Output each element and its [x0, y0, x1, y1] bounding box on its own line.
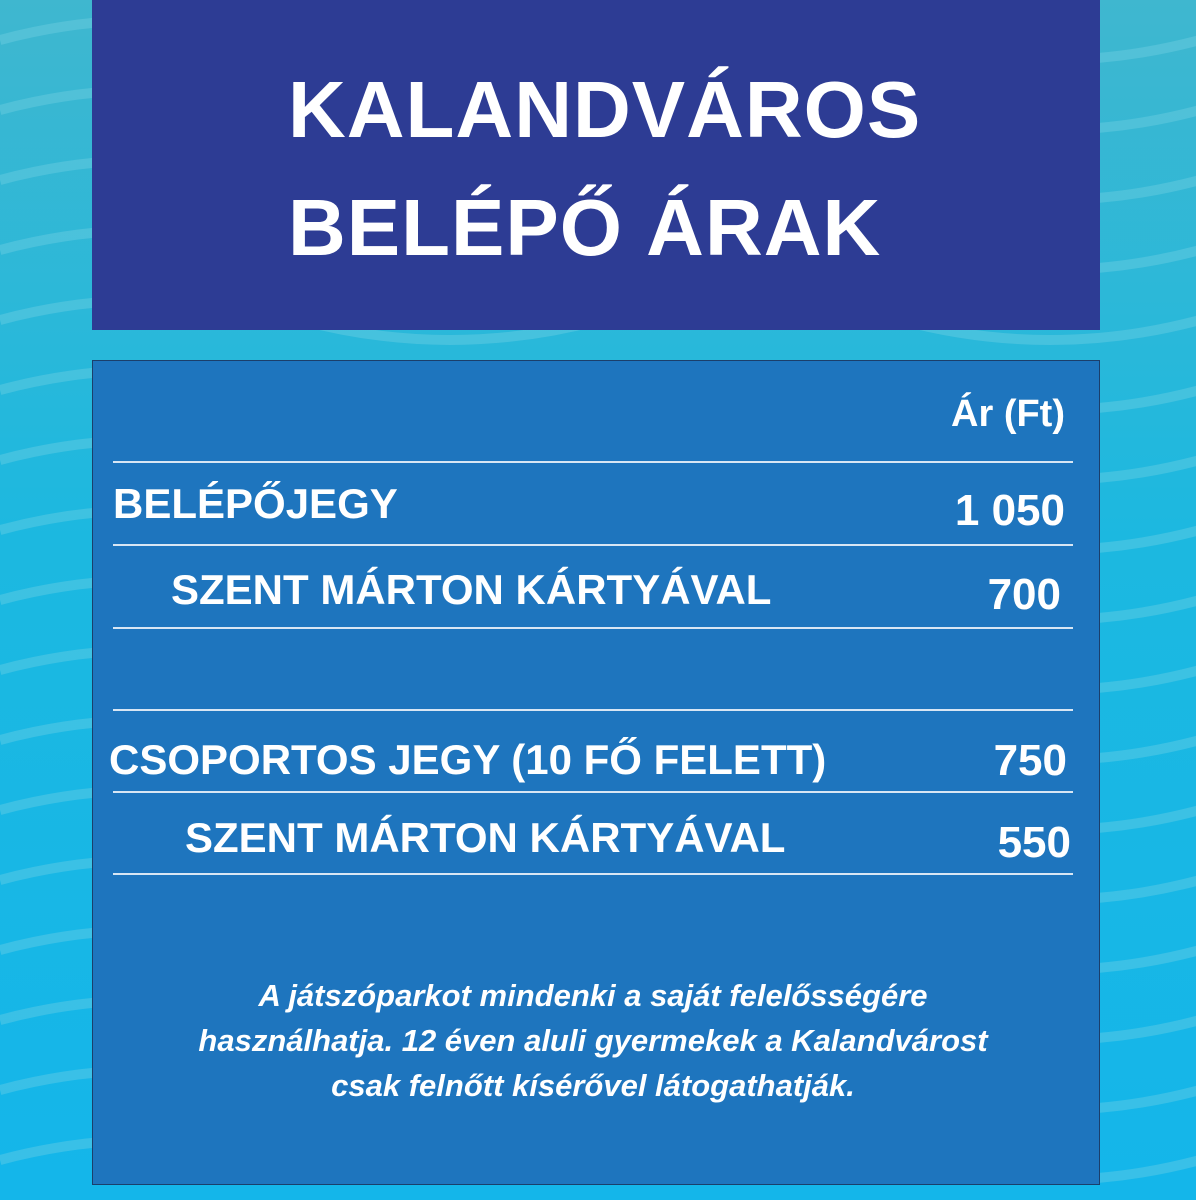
row-label-group-ticket: CSOPORTOS JEGY (10 FŐ FELETT)	[109, 736, 827, 783]
table-divider	[113, 709, 1073, 711]
title-panel	[92, 0, 1100, 330]
price-table-panel	[92, 360, 1100, 1185]
table-divider	[113, 461, 1073, 463]
row-label-group-card-discount: SZENT MÁRTON KÁRTYÁVAL	[185, 814, 786, 861]
row-label-entry-ticket: BELÉPŐJEGY	[113, 480, 398, 527]
price-column-header: Ár (Ft)	[951, 393, 1065, 435]
disclaimer-line-3: csak felnőtt kísérővel látogathatják.	[331, 1068, 855, 1103]
disclaimer-line-2: használhatja. 12 éven aluli gyermekek a Kalandvárost	[198, 1023, 988, 1058]
table-divider	[113, 873, 1073, 875]
row-price-group-card-discount: 550	[997, 818, 1071, 867]
title-line-1: KALANDVÁROS	[288, 65, 922, 154]
title-line-2: BELÉPŐ ÁRAK	[288, 183, 882, 272]
row-price-entry-card-discount: 700	[987, 570, 1061, 619]
disclaimer-line-1: A játszóparkot mindenki a saját felelősségére	[258, 978, 928, 1013]
table-divider	[113, 791, 1073, 793]
table-divider	[113, 544, 1073, 546]
row-price-entry-ticket: 1 050	[954, 486, 1065, 535]
row-price-group-ticket: 750	[993, 736, 1067, 785]
table-divider	[113, 627, 1073, 629]
disclaimer-note	[133, 973, 1053, 1108]
row-label-entry-card-discount: SZENT MÁRTON KÁRTYÁVAL	[171, 566, 772, 613]
